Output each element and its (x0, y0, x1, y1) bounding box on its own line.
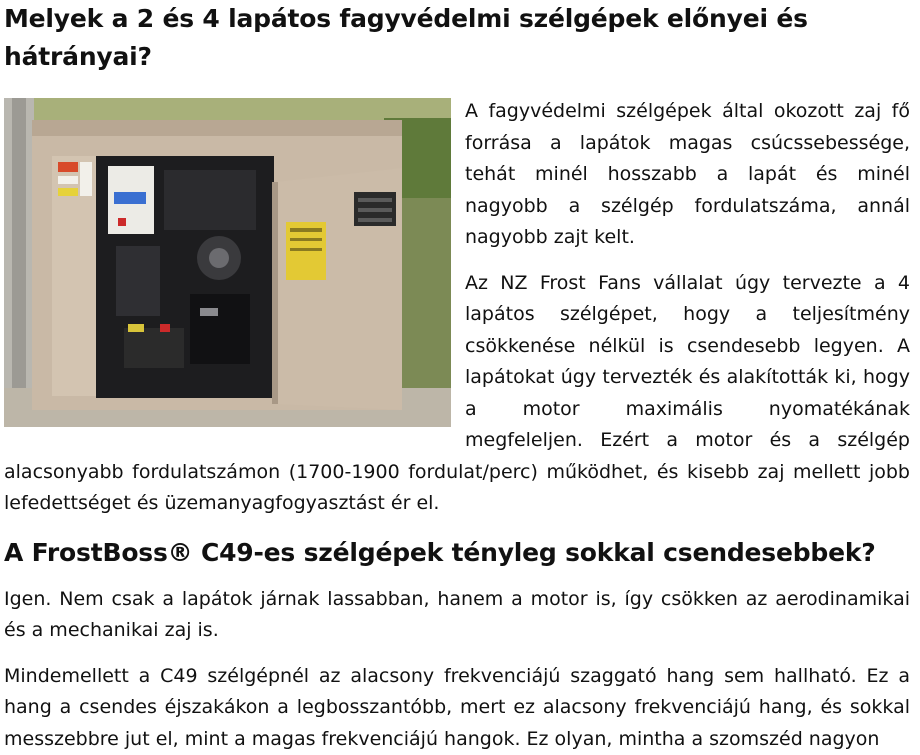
paragraph-yes-quieter: Igen. Nem csak a lapátok járnak lassabban, hanem a motor is, így csökken az aerodinamikai és a mechanikai zaj is. (4, 584, 910, 647)
heading-advantages: Melyek a 2 és 4 lapátos fagyvédelmi szélgépek előnyei és hátrányai? (4, 0, 910, 76)
paragraph-nz-frost-fans: Az NZ Frost Fans vállalat úgy tervezte a 4 lapátos szélgépet, hogy a teljesítmény csökkenése nélkül is csendesebb legyen. A lapátokat úgy tervezték és alakították ki, hogy a motor maximális nyomatékának megfeleljen. Ezért a motor és a szélgép alacsonyabb fordulatszámon (1700-1900 fordulat/perc) működhet, és kisebb zaj mellett jobb lefedettséget és üzemanyagfogyasztást ér el. (4, 268, 910, 520)
paragraph-noise-source: A fagyvédelmi szélgépek által okozott zaj fő forrása a lapátok magas csúcssebessége, tehát minél hosszabb a lapát és minél nagyobb a szélgép fordulatszáma, annál nagyobb zajt kelt. (4, 96, 910, 254)
engine-enclosure-photo (4, 98, 451, 427)
article (4, 0, 910, 755)
paragraph-low-frequency: Mindemellett a C49 szélgépnél az alacsony frekvenciájú szaggató hang sem hallható. Ez a hang a csendes éjszakákon a legbosszantóbb, mert ez alacsony frekvenciájú hang, és sokkal messzebbre jut el, mint a magas frekvenciájú hangok. Ez olyan, mintha a szomszéd nagyon (4, 661, 910, 755)
heading-frostboss: A FrostBoss® C49-es szélgépek tényleg sokkal csendesebbek? (4, 534, 910, 572)
